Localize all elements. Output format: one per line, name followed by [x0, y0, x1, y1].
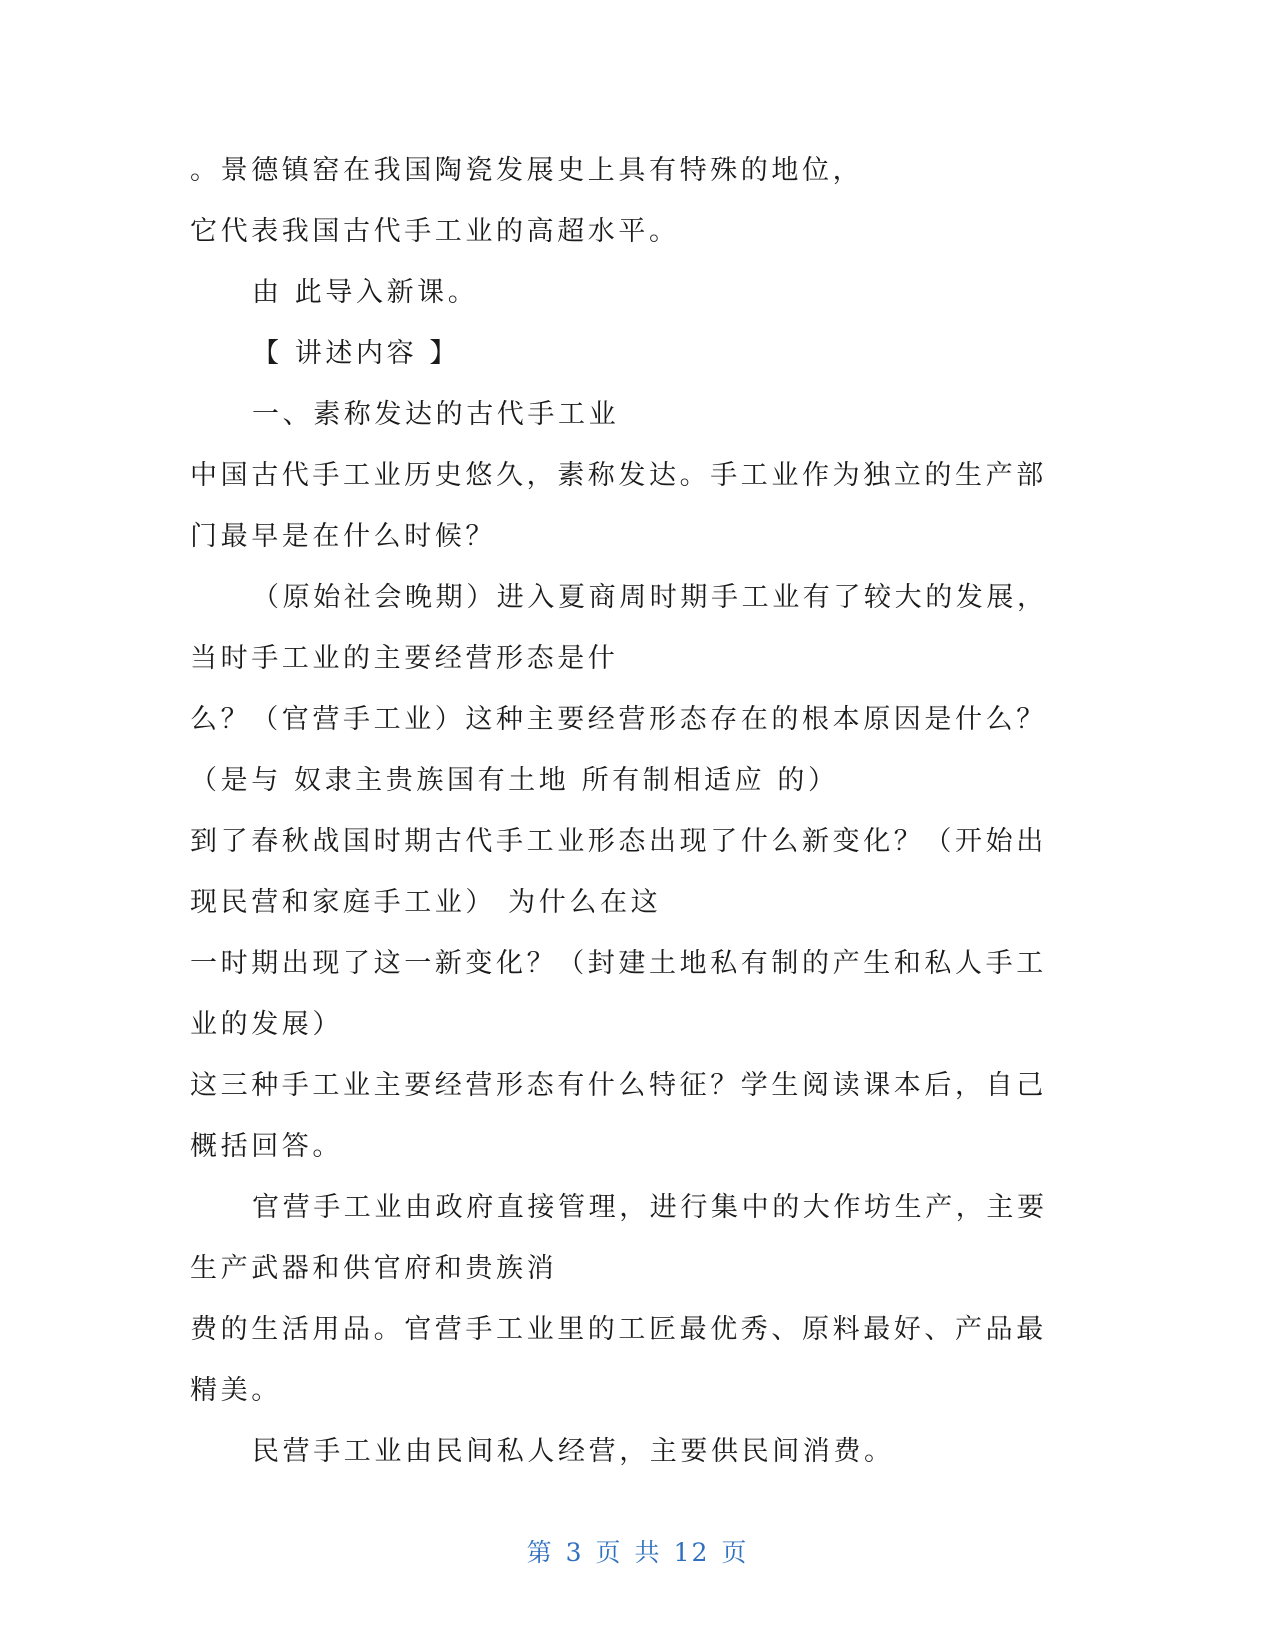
- text-line: 一时期出现了这一新变化？（封建土地私有制的产生和私人手工: [190, 948, 1047, 979]
- text-line: 到了春秋战国时期古代手工业形态出现了什么新变化？（开始出: [190, 826, 1047, 857]
- text-line: 官营手工业由政府直接管理，进行集中的大作坊生产，主要: [252, 1192, 1048, 1223]
- text-line: 它代表我国古代手工业的高超水平。: [190, 216, 680, 247]
- text-line: （是与 奴隶主贵族国有土地 所有制相适应 的）: [190, 765, 839, 796]
- current-page-number: 3: [565, 1538, 584, 1567]
- text-line: 由 此导入新课。: [252, 277, 479, 308]
- text-line: 业的发展）: [190, 1009, 343, 1040]
- text-line: 门最早是在什么时候？: [190, 521, 496, 552]
- subsection-heading: 一、素称发达的古代手工业: [252, 399, 620, 430]
- page-footer: [0, 1533, 1275, 1569]
- text-line: 生产武器和供官府和贵族消: [190, 1253, 558, 1284]
- footer-prefix: 第: [526, 1538, 554, 1567]
- footer-page-label: 页: [595, 1538, 623, 1567]
- text-line: （原始社会晚期）进入夏商周时期手工业有了较大的发展，: [252, 582, 1048, 613]
- text-line: 中国古代手工业历史悠久，素称发达。手工业作为独立的生产部: [190, 460, 1047, 491]
- text-line: 精美。: [190, 1375, 282, 1406]
- text-line: 。景德镇窑在我国陶瓷发展史上具有特殊的地位，: [190, 155, 864, 186]
- text-line: 民营手工业由民间私人经营，主要供民间消费。: [252, 1436, 895, 1467]
- text-line: 当时手工业的主要经营形态是什: [190, 643, 619, 674]
- footer-total-prefix: 共: [634, 1538, 662, 1567]
- text-line: 么？（官营手工业）这种主要经营形态存在的根本原因是什么？: [190, 704, 1047, 735]
- total-pages-number: 12: [673, 1538, 710, 1567]
- text-line: 这三种手工业主要经营形态有什么特征？学生阅读课本后，自己: [190, 1070, 1047, 1101]
- footer-total-label: 页: [721, 1538, 749, 1567]
- text-line: 概括回答。: [190, 1131, 343, 1162]
- section-heading: 【 讲述内容 】: [252, 338, 460, 369]
- text-line: 现民营和家庭手工业） 为什么在这: [190, 887, 662, 918]
- document-body: [190, 140, 1070, 1482]
- text-line: 费的生活用品。官营手工业里的工匠最优秀、原料最好、产品最: [190, 1314, 1047, 1345]
